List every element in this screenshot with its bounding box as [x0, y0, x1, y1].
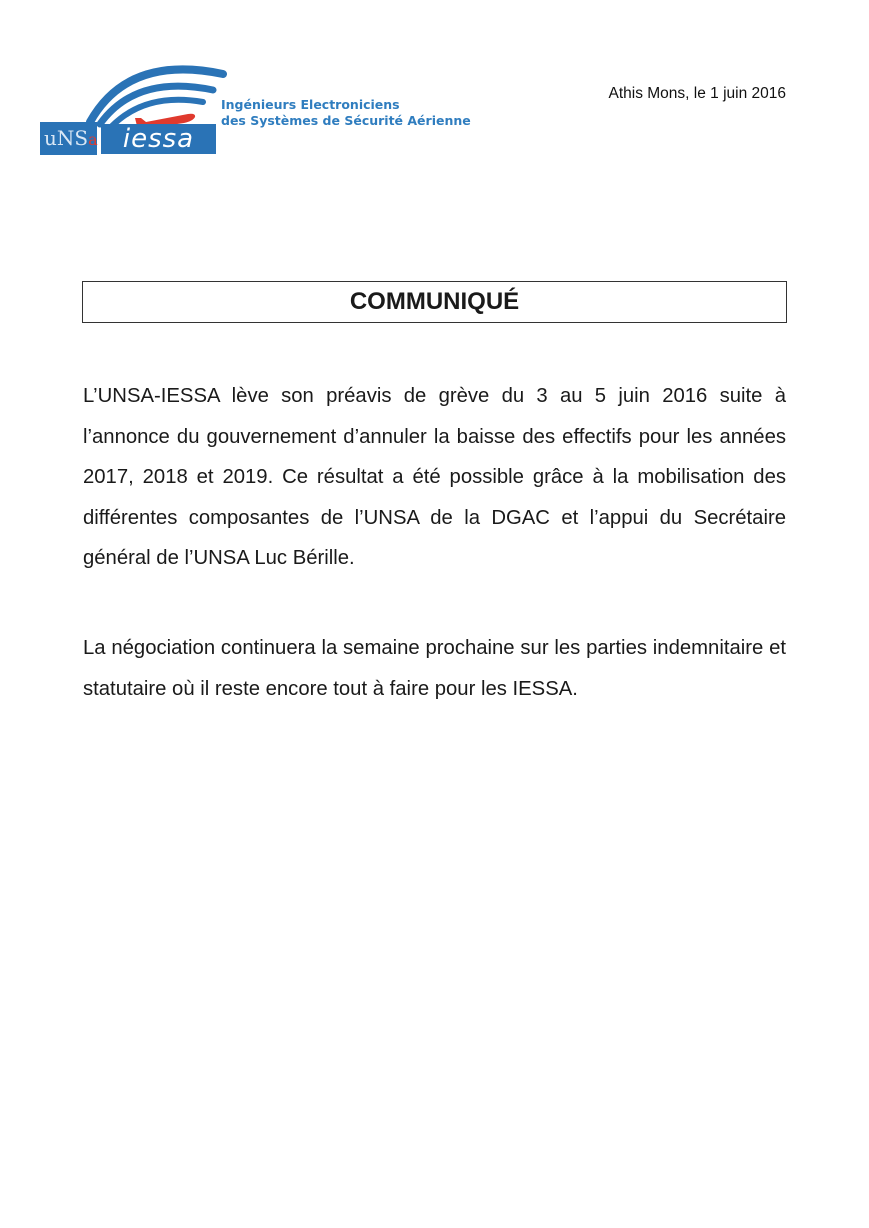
document-title: COMMUNIQUÉ: [82, 281, 787, 323]
iessa-mark: iessa: [101, 124, 216, 154]
tagline-line-1: Ingénieurs Electroniciens: [221, 97, 400, 112]
logo-tagline: [221, 97, 471, 129]
paragraph-2: La négociation continuera la semaine prochaine sur les parties indemnitaire et statutaire où il reste encore tout à faire pour les IESSA.: [83, 637, 786, 700]
unsa-iessa-logo: [38, 62, 471, 160]
paragraph-1: L’UNSA-IESSA lève son préavis de grève du 3 au 5 juin 2016 suite à l’annonce du gouvernement d’annuler la baisse des effectifs pour les années 2017, 2018 et 2019. Ce résultat a été possible grâce à la mobilisation des différentes composantes de l’UNSA de la DGAC et l’appui du Secrétaire général de l’UNSA Luc Bérille.: [83, 385, 786, 569]
unsa-mark: uNSa: [40, 122, 97, 155]
tagline-line-2: des Systèmes de Sécurité Aérienne: [221, 113, 471, 128]
place-and-date: Athis Mons, le 1 juin 2016: [608, 85, 786, 102]
